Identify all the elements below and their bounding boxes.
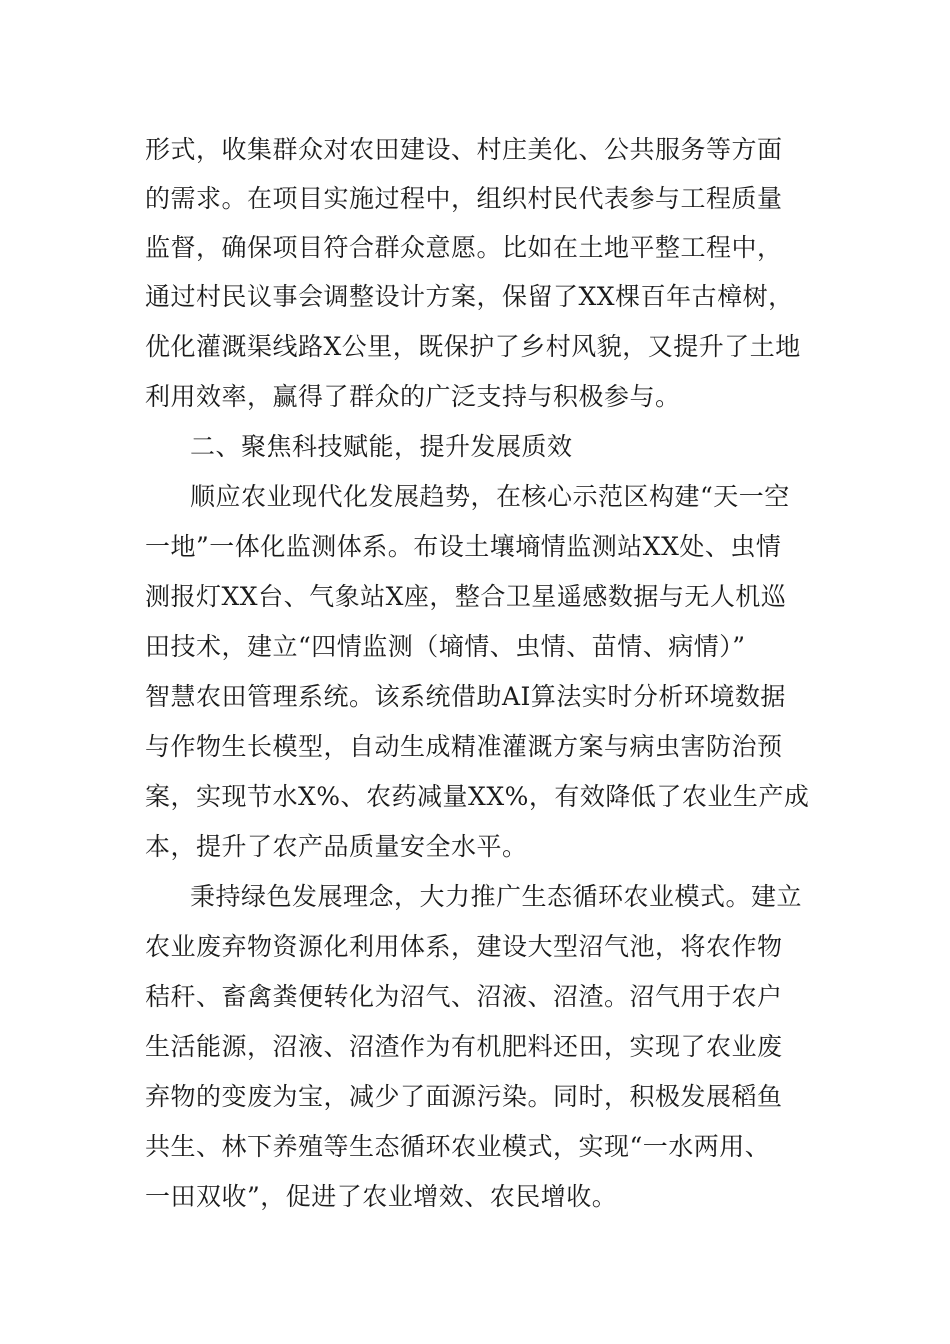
- text-line: 本，提升了农产品质量安全水平。: [145, 832, 528, 861]
- text-line: 智慧农田管理系统。该系统借助AI算法实时分析环境数据: [145, 682, 786, 711]
- text-line: 优化灌溉渠线路X公里，既保护了乡村风貌，又提升了土地: [145, 332, 801, 361]
- text-line: 秸秆、畜禽粪便转化为沼气、沼液、沼渣。沼气用于农户: [145, 982, 783, 1011]
- text-line: 一田双收”，促进了农业增效、农民增收。: [145, 1182, 618, 1211]
- text-line: 形式，收集群众对农田建设、村庄美化、公共服务等方面: [145, 135, 783, 164]
- text-line: 的需求。在项目实施过程中，组织村民代表参与工程质量: [145, 184, 783, 213]
- text-line: 测报灯XX台、气象站X座，整合卫星遥感数据与无人机巡: [145, 582, 787, 611]
- text-line: 顺应农业现代化发展趋势，在核心示范区构建“天一空: [190, 482, 790, 511]
- text-line: 农业废弃物资源化利用体系，建设大型沼气池，将农作物: [145, 932, 783, 961]
- text-line: 秉持绿色发展理念，大力推广生态循环农业模式。建立: [190, 882, 803, 911]
- text-line: 一地”一体化监测体系。布设土壤墒情监测站XX处、虫情: [145, 532, 782, 561]
- text-line: 与作物生长模型，自动生成精准灌溉方案与病虫害防治预: [145, 732, 783, 761]
- text-line: 监督，确保项目符合群众意愿。比如在土地平整工程中，: [145, 233, 783, 262]
- text-line: 弃物的变废为宝，减少了面源污染。同时，积极发展稻鱼: [145, 1082, 783, 1111]
- text-line: 生活能源，沼液、沼渣作为有机肥料还田，实现了农业废: [145, 1032, 783, 1061]
- text-line: 通过村民议事会调整设计方案，保留了XX棵百年古樟树，: [145, 282, 794, 311]
- text-line: 案，实现节水X%、农药减量XX%，有效降低了农业生产成: [145, 782, 810, 811]
- section-heading: 二、聚焦科技赋能，提升发展质效: [190, 432, 573, 461]
- text-line: 田技术，建立“四情监测（墒情、虫情、苗情、病情）”: [145, 632, 746, 661]
- text-line: 共生、林下养殖等生态循环农业模式，实现“一水两用、: [145, 1132, 771, 1161]
- text-line: 利用效率，赢得了群众的广泛支持与积极参与。: [145, 382, 681, 411]
